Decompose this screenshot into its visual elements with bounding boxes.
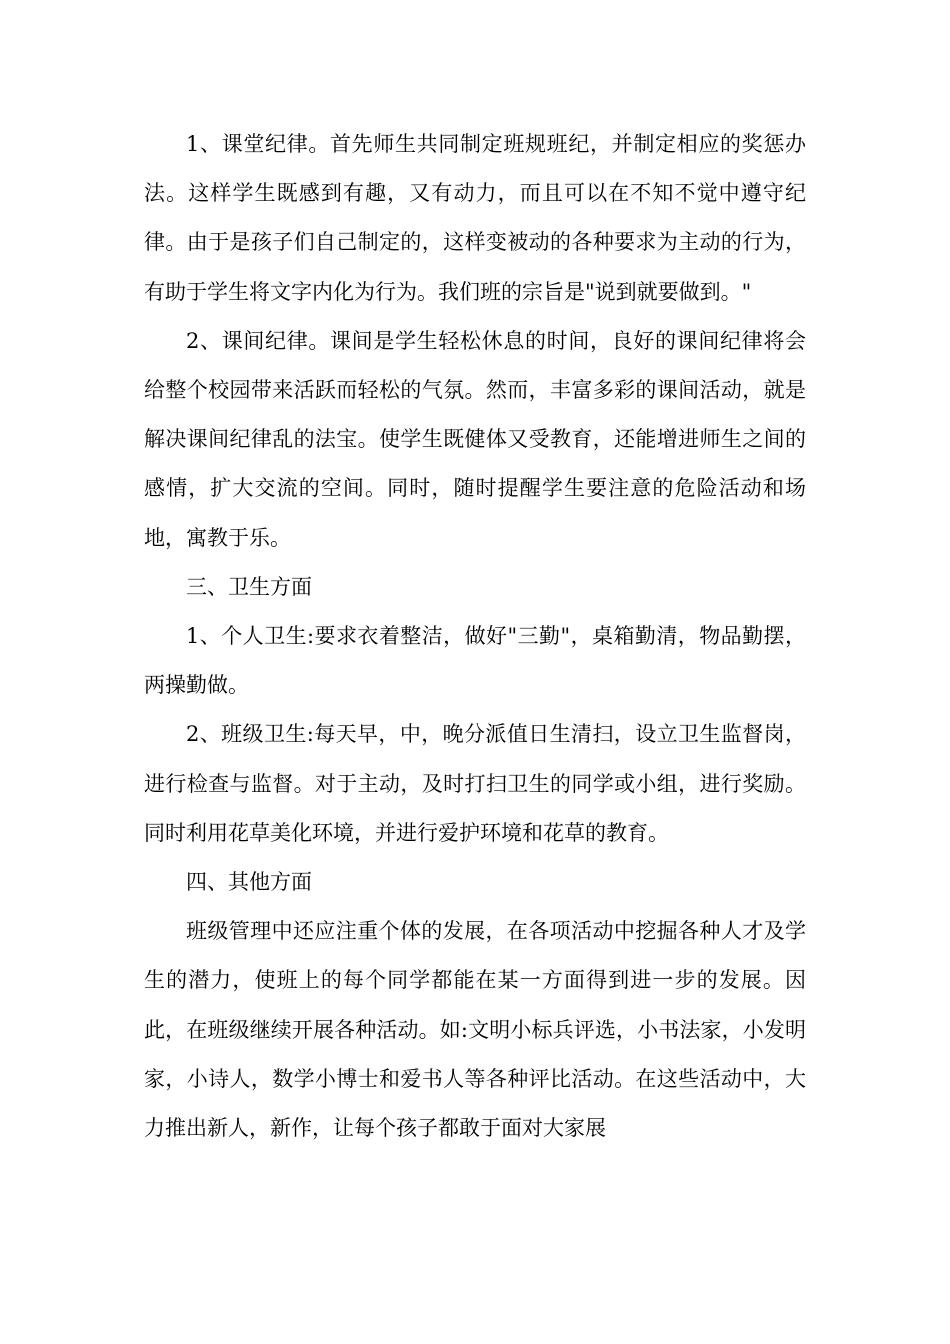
paragraph-classroom-discipline: 1、课堂纪律。首先师生共同制定班规班纪，并制定相应的奖惩办法。这样学生既感到有趣，又有动力，而且可以在不知不觉中遵守纪律。由于是孩子们自己制定的，这样变被动的各种要求为主动的行为，有助于学生将文字内化为行为。我们班的宗旨是"说到就要做到。" bbox=[144, 132, 806, 304]
paragraph-individual-development: 班级管理中还应注重个体的发展，在各项活动中挖掘各种人才及学生的潜力，使班上的每个同学都能在某一方面得到进一步的发展。因此，在班级继续开展各种活动。如:文明小标兵评选，小书法家，小发明家，小诗人，数学小博士和爱书人等各种评比活动。在这些活动中，大力推出新人，新作，让每个孩子都敢于面对大家展 bbox=[144, 919, 806, 1141]
section-heading-hygiene: 三、卫生方面 bbox=[186, 574, 312, 599]
paragraph-personal-hygiene: 1、个人卫生:要求衣着整洁，做好"三勤"，桌箱勤清，物品勤摆，两操勤做。 bbox=[144, 624, 806, 698]
section-heading-other: 四、其他方面 bbox=[186, 870, 312, 895]
paragraph-class-hygiene: 2、班级卫生:每天早，中，晚分派值日生清扫，设立卫生监督岗，进行检查与监督。对于主动，及时打扫卫生的同学或小组，进行奖励。同时利用花草美化环境，并进行爱护环境和花草的教育。 bbox=[144, 722, 806, 845]
paragraph-break-discipline: 2、课间纪律。课间是学生轻松休息的时间，良好的课间纪律将会给整个校园带来活跃而轻松的气氛。然而，丰富多彩的课间活动，就是解决课间纪律乱的法宝。使学生既健体又受教育，还能增进师生之间的感情，扩大交流的空间。同时，随时提醒学生要注意的危险活动和场地，寓教于乐。 bbox=[144, 328, 806, 550]
document-page bbox=[144, 120, 806, 1153]
